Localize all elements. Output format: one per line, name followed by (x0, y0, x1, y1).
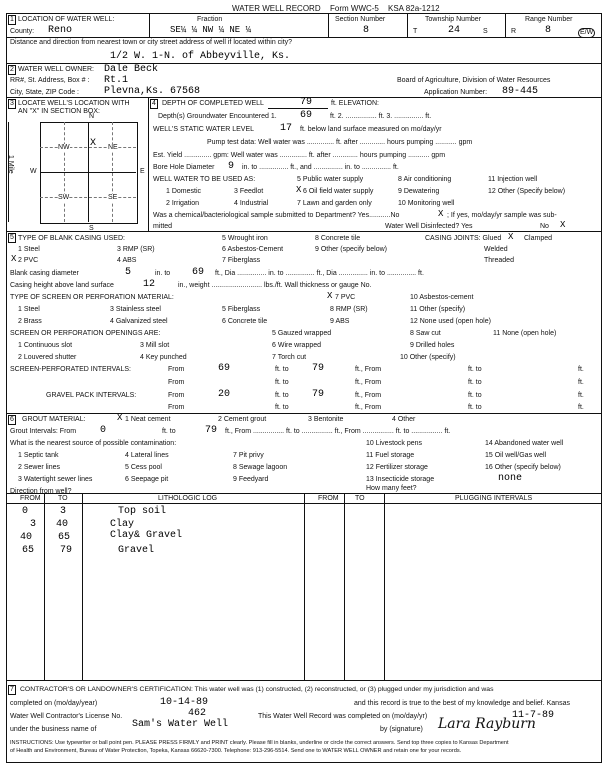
clamped-label: Clamped (524, 235, 553, 242)
source-11[interactable]: 11 Fuel storage (366, 452, 415, 459)
use-8[interactable]: 8 Air conditioning (398, 176, 452, 183)
record-date[interactable]: 11-7-89 (512, 710, 555, 721)
section-number-5: 5 (10, 234, 14, 241)
casing-type-4[interactable]: 4 ABS (117, 257, 137, 264)
section-number-label: Section Number (335, 16, 386, 23)
casing-type-8[interactable]: 8 Concrete tile (315, 235, 361, 242)
height-label: Casing height above land surface (10, 282, 114, 289)
depth-value[interactable]: 79 (300, 97, 313, 108)
west-label: W (30, 168, 37, 175)
section-number-6: 6 (10, 416, 14, 423)
casing-type-9[interactable]: 9 Other (specify below) (315, 246, 387, 253)
chem-label: Was a chemical/bacteriological sample submitted to Department? Yes...........No (153, 212, 400, 219)
divider (148, 97, 149, 231)
fraction-value[interactable]: SE¼ ¼ NW ¼ NE ¼ (170, 25, 252, 35)
board-label: Board of Agriculture, Division of Water Resources (397, 77, 551, 84)
threaded-label: Threaded (484, 257, 514, 264)
locate-label: LOCATE WELL'S LOCATION WITH (18, 100, 130, 107)
source-2[interactable]: 2 Sewer lines (18, 464, 61, 471)
grout-2[interactable]: 2 Cement grout (218, 416, 267, 423)
pump-test-label: Pump test data: Well water was .............. ft. after ............. hours pumping ........... gpm (207, 139, 473, 146)
source-14[interactable]: 14 Abandoned water well (485, 440, 564, 447)
divider (82, 493, 83, 680)
bore-label: Bore Hole Diameter (153, 164, 215, 171)
grout-3[interactable]: 3 Bentonite (308, 416, 344, 423)
county-value[interactable]: Reno (48, 25, 73, 36)
record-label: This Water Well Record was completed on (mo/day/yr) (258, 713, 428, 720)
divider (304, 493, 305, 680)
joints-label: CASING JOINTS: Glued (425, 235, 502, 242)
divider (44, 493, 45, 680)
diameter-to[interactable]: 69 (192, 267, 205, 278)
opening-6[interactable]: 6 Wire wrapped (272, 342, 322, 349)
completed-rest: and this record is true to the best of my knowledge and belief. Kansas (354, 700, 570, 707)
use-7[interactable]: 7 Lawn and garden only (297, 200, 372, 207)
quarter-divider (40, 147, 136, 148)
screen-type-3[interactable]: 3 Stainless steel (110, 306, 161, 313)
groundwater-1[interactable]: 69 (300, 110, 313, 121)
quarter-divider (112, 122, 113, 222)
use-6[interactable]: 6 Oil field water supply (303, 188, 374, 195)
source-15[interactable]: 15 Oil well/Gas well (485, 452, 547, 459)
north-label: N (89, 113, 95, 120)
section-number-7: 7 (10, 686, 14, 693)
log-desc[interactable]: Gravel (118, 545, 155, 556)
yield-label: Est. Yield .............. gpm: Well water was .............. ft. after ............. hours pumping ........... gpm (153, 152, 446, 159)
city-label: City, State, ZIP Code : (10, 89, 79, 96)
groundwater-rest: ft. 2. ................ ft. 3. ............... ft. (330, 113, 432, 120)
location-mark[interactable]: X (90, 138, 97, 149)
screen-type-11[interactable]: 11 Other (specify) (410, 306, 466, 313)
source-1[interactable]: 1 Septic tank (18, 452, 59, 459)
height-value[interactable]: 12 (143, 279, 156, 290)
grout-label: GROUT MATERIAL: (22, 416, 86, 423)
static-value[interactable]: 17 (280, 123, 293, 134)
divider (149, 13, 150, 37)
completed-label: completed on (mo/day/year) (10, 700, 98, 707)
divider (505, 13, 506, 37)
opening-2[interactable]: 2 Louvered shutter (18, 354, 77, 361)
gravel-label: GRAVEL PACK INTERVALS: (46, 392, 137, 399)
signature[interactable]: Lara Rayburn (438, 716, 536, 732)
opening-7[interactable]: 7 Torch cut (272, 354, 307, 361)
section-number-3: 3 (10, 100, 14, 107)
instructions-2: of Health and Environment, Bureau of Water Protection, Topeka, Kansas 66620-7300. Telephone: 913-296-5514. Send one to WATER WELL OWNER and retain one for your records. (10, 748, 462, 754)
log-header-to: TO (58, 495, 68, 502)
log-to[interactable]: 3 (60, 506, 67, 517)
opening-10[interactable]: 10 Other (specify) (400, 354, 456, 361)
diameter-rest: ft., Dia ............... in. to ............... ft., Dia ............... in. to ............... ft. (215, 270, 424, 277)
elevation-label: ft. ELEVATION: (331, 100, 379, 107)
opening-3[interactable]: 3 Mill slot (140, 342, 170, 349)
source-6[interactable]: 6 Seepage pit (125, 476, 169, 483)
screen-type-8[interactable]: 8 RMP (SR) (330, 306, 368, 313)
chem-mark[interactable]: X (438, 209, 444, 219)
east-label: E (140, 168, 145, 175)
source-4[interactable]: 4 Lateral lines (125, 452, 169, 459)
groundwater-label: Depth(s) Groundwater Encountered 1. (158, 113, 277, 120)
ne-label: NE (108, 144, 118, 151)
grout-intervals-label: Grout Intervals: From (10, 428, 77, 435)
screen-type-1[interactable]: 1 Steel (18, 306, 40, 313)
perf-from[interactable]: 69 (218, 363, 231, 374)
screen-type-12[interactable]: 12 None used (open hole) (410, 318, 491, 325)
source-3[interactable]: 3 Watertight sewer lines (18, 476, 93, 483)
other-source[interactable]: none (498, 473, 523, 484)
gravel-from[interactable]: 20 (218, 389, 231, 400)
divider (384, 493, 385, 680)
source-5[interactable]: 5 Cess pool (125, 464, 162, 471)
screen-type-9[interactable]: 9 ABS (330, 318, 350, 325)
log-to[interactable]: 65 (58, 532, 71, 543)
grout-1[interactable]: 1 Neat cement (125, 416, 171, 423)
section-number-2: 2 (10, 66, 14, 73)
section-number-1: 1 (10, 16, 14, 23)
log-to[interactable]: 40 (56, 519, 69, 530)
divider (6, 680, 601, 681)
welded-label: Welded (484, 246, 508, 253)
section-box-divider (40, 172, 136, 173)
opening-9[interactable]: 9 Drilled holes (410, 342, 455, 349)
application-number[interactable]: 89-445 (502, 86, 539, 97)
plug-header-intervals: PLUGGING INTERVALS (455, 495, 533, 502)
mitted-label: mitted (153, 223, 173, 230)
sw-label: SW (58, 194, 70, 201)
use-11[interactable]: 11 Injection well (488, 176, 538, 183)
plug-header-to: TO (355, 495, 365, 502)
use-12[interactable]: 12 Other (Specify below) (488, 188, 566, 195)
use-10[interactable]: 10 Monitoring well (398, 200, 455, 207)
distance-value[interactable]: 1/2 W. 1-N. of Abbeyville, Ks. (110, 51, 291, 62)
disinfected-no[interactable]: No (540, 223, 549, 230)
openings-label: SCREEN OR PERFORATION OPENINGS ARE: (10, 330, 161, 337)
log-from[interactable]: 0 (22, 506, 29, 517)
contam-label: What is the nearest source of possible contamination: (10, 440, 177, 447)
bore-rest: in. to ............... ft., and ............... in. to ............... ft. (242, 164, 399, 171)
screen-type-2[interactable]: 2 Brass (18, 318, 42, 325)
screen-type-10[interactable]: 10 Asbestos-cement (410, 294, 474, 301)
casing-type-7[interactable]: 7 Fiberglass (222, 257, 261, 264)
log-to[interactable]: 79 (60, 545, 73, 556)
license-number[interactable]: 462 (188, 708, 207, 719)
distance-label: Distance and direction from nearest town or city street address of well if located within city? (10, 39, 293, 46)
range-ew[interactable]: E/W (580, 29, 594, 36)
use-1[interactable]: 1 Domestic (166, 188, 202, 195)
chem-rest: ; If yes, mo/day/yr sample was sub- (447, 212, 557, 219)
business-name[interactable]: Sam's Water Well (132, 719, 229, 730)
disinfected-mark[interactable]: X (560, 220, 566, 230)
divider (328, 13, 329, 37)
mile-label: 1 Mile (7, 155, 14, 174)
ksa-number: KSA 82a-1212 (388, 4, 440, 13)
screen-type-7[interactable]: 7 PVC (335, 294, 356, 301)
diameter-label: Blank casing diameter (10, 270, 79, 277)
section-number-4: 4 (152, 100, 156, 107)
use-4[interactable]: 4 Industrial (234, 200, 269, 207)
township-label: Township Number (425, 16, 482, 23)
height-rest: in., weight .......................... lbs./ft. Wall thickness or gauge No. (178, 282, 372, 289)
grout-mark[interactable]: X (117, 413, 123, 423)
range-value[interactable]: 8 (545, 25, 552, 36)
township-s: S (483, 28, 488, 35)
section-number-value[interactable]: 8 (363, 25, 370, 36)
use-2[interactable]: 2 Irrigation (166, 200, 200, 207)
divider (6, 37, 601, 38)
log-desc[interactable]: Top soil (118, 506, 167, 517)
grout-from[interactable]: 0 (100, 425, 107, 436)
source-9[interactable]: 9 Feedyard (233, 476, 269, 483)
source-13[interactable]: 13 Insecticide storage (366, 476, 435, 483)
quarter-divider (40, 197, 136, 198)
owner-label: WATER WELL OWNER: (18, 66, 94, 73)
opening-8[interactable]: 8 Saw cut (410, 330, 441, 337)
static-label: WELL'S STATIC WATER LEVEL (153, 126, 255, 133)
form-number: Form WWC-5 (330, 4, 379, 13)
nw-label: NW (58, 144, 70, 151)
screen-type-6[interactable]: 6 Concrete tile (222, 318, 268, 325)
log-from[interactable]: 40 (20, 532, 33, 543)
cert-label: CONTRACTOR'S OR LANDOWNER'S CERTIFICATION: This water well was (1) constructed, (2) reconstructed, or (3) plugged under my jurisdiction and was (20, 686, 494, 693)
completed-date[interactable]: 10-14-89 (160, 697, 209, 708)
screen-type-5[interactable]: 5 Fiberglass (222, 306, 261, 313)
diameter-value[interactable]: 5 (125, 267, 132, 278)
license-label: Water Well Contractor's License No. (10, 713, 123, 720)
disinfected-label: Water Well Disinfected? Yes (385, 223, 473, 230)
casing-type-6[interactable]: 6 Asbestos-Cement (222, 246, 284, 253)
log-header-from: FROM (20, 495, 41, 502)
log-from[interactable]: 65 (22, 545, 35, 556)
township-value[interactable]: 24 (448, 25, 461, 36)
form-title: WATER WELL RECORD (232, 4, 321, 13)
opening-4[interactable]: 4 Key punched (140, 354, 187, 361)
casing-type-2[interactable]: 2 PVC (18, 257, 39, 264)
divider (6, 413, 601, 414)
divider (344, 493, 345, 680)
fraction-label: Fraction (197, 16, 223, 23)
range-label: Range Number (525, 16, 573, 23)
screen-type-4[interactable]: 4 Galvanized steel (110, 318, 168, 325)
opening-1[interactable]: 1 Continuous slot (18, 342, 73, 349)
use-3[interactable]: 3 Feedlot (234, 188, 264, 195)
range-r: R (511, 28, 517, 35)
locate-label-2: AN "X" IN SECTION BOX: (18, 108, 100, 115)
address-label: RR#, St. Address, Box # : (10, 77, 90, 84)
source-12[interactable]: 12 Fertilizer storage (366, 464, 428, 471)
pvc-mark[interactable]: X (11, 254, 17, 264)
south-label: S (89, 225, 94, 232)
casing-type-5[interactable]: 5 Wrought iron (222, 235, 268, 242)
quarter-divider (64, 122, 65, 222)
screen-mark[interactable]: X (327, 291, 333, 301)
use-mark[interactable]: X (296, 185, 302, 195)
mile-line (8, 122, 9, 222)
static-rest: ft. below land surface measured on mo/day/yr (300, 126, 442, 133)
plug-header-from: FROM (318, 495, 339, 502)
log-desc[interactable]: Clay& Gravel (110, 530, 183, 541)
location-label: LOCATION OF WATER WELL: (18, 16, 115, 23)
use-5[interactable]: 5 Public water supply (297, 176, 364, 183)
casing-label: TYPE OF BLANK CASING USED: (18, 235, 125, 242)
divider (6, 63, 601, 64)
log-desc[interactable]: Clay (110, 519, 135, 530)
casing-type-3[interactable]: 3 RMP (SR) (117, 246, 155, 253)
owner-address[interactable]: Rt.1 (104, 75, 129, 86)
by-label: by (signature) (380, 726, 423, 733)
direction-label: Direction from well? (10, 488, 72, 495)
how-many-label: How many feet? (366, 485, 417, 492)
township-t: T (413, 28, 418, 35)
source-8[interactable]: 8 Sewage lagoon (233, 464, 288, 471)
perf-to[interactable]: 79 (312, 363, 325, 374)
owner-name[interactable]: Dale Beck (104, 64, 159, 75)
use-9[interactable]: 9 Dewatering (398, 188, 440, 195)
screen-label: TYPE OF SCREEN OR PERFORATION MATERIAL: (10, 294, 174, 301)
gravel-to[interactable]: 79 (312, 389, 325, 400)
owner-city[interactable]: Plevna,Ks. 67568 (104, 86, 201, 97)
opening-5[interactable]: 5 Gauzed wrapped (272, 330, 332, 337)
log-from[interactable]: 3 (30, 519, 37, 530)
joints-mark[interactable]: X (508, 232, 514, 242)
depth-label: DEPTH OF COMPLETED WELL (162, 100, 264, 107)
section-box[interactable] (40, 122, 138, 224)
depth-underline (268, 108, 328, 109)
opening-11[interactable]: 11 None (open hole) (493, 330, 557, 337)
log-header-lithology: LITHOLOGIC LOG (158, 495, 218, 502)
source-7[interactable]: 7 Pit privy (233, 452, 264, 459)
se-label: SE (108, 194, 118, 201)
source-16[interactable]: 16 Other (specify below) (485, 464, 561, 471)
casing-type-1[interactable]: 1 Steel (18, 246, 40, 253)
grout-4[interactable]: 4 Other (392, 416, 416, 423)
use-label: WELL WATER TO BE USED AS: (153, 176, 256, 183)
county-label: County: (10, 28, 35, 35)
application-label: Application Number: (424, 89, 488, 96)
source-10[interactable]: 10 Livestock pens (366, 440, 423, 447)
divider (407, 13, 408, 37)
bore-value[interactable]: 9 (228, 161, 235, 172)
business-label: under the business name of (10, 726, 97, 733)
instructions: INSTRUCTIONS: Use typewriter or ball point pen. PLEASE PRESS FIRMLY and PRINT clearly. Please fill in blanks, underline or circle the correct answers. Send top three copies to Kansas Department (10, 740, 509, 746)
grout-to[interactable]: 79 (205, 425, 218, 436)
perf-label: SCREEN-PERFORATED INTERVALS: (10, 366, 131, 373)
